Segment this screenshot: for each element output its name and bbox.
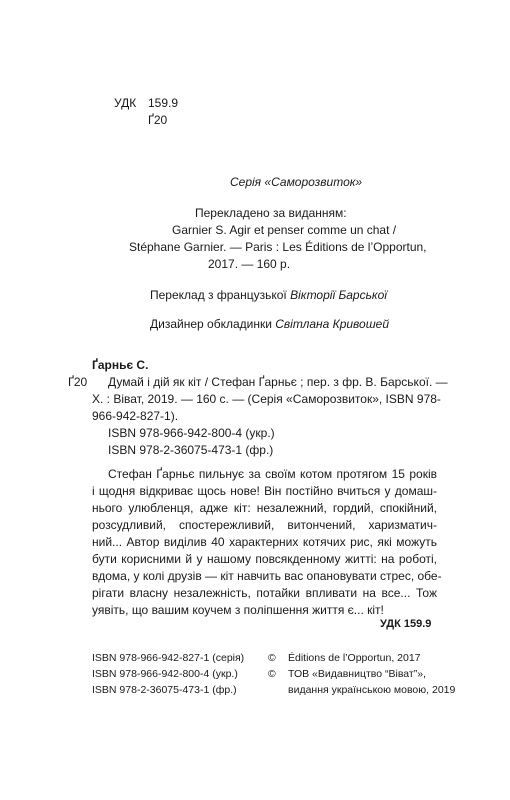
annotation-line-3-text: нього улюбленця, адже кіт: незалежний, гордий, спокійний,: [92, 501, 437, 515]
annotation-paragraph: [92, 466, 442, 619]
catalog-line-2: [92, 391, 441, 408]
annotation-line-7: [92, 568, 442, 585]
translator-prefix: Переклад з французької: [150, 288, 291, 302]
designer-prefix: Дизайнер обкладинки: [150, 317, 276, 331]
catalog-line-3: 966-942-827-1).: [92, 409, 179, 423]
copyright-vivat: ТОВ «Видавництво “Віват”»,: [288, 668, 426, 680]
annotation-line-6: [92, 551, 437, 568]
udk-label: УДК: [114, 96, 137, 110]
translator-line: [150, 287, 387, 304]
catalog-mark: Ґ20: [68, 375, 88, 389]
original-publisher-line: Stéphane Garnier. — Paris : Les Éditions de l’Opportun,: [129, 240, 427, 254]
udk-code: 159.9: [148, 96, 179, 110]
udk-bottom: УДК 159.9: [380, 618, 432, 630]
annotation-line-9-text: уявіть, що вашим коучем з поліпшення життя є... кіт!: [92, 603, 384, 617]
designer-name: Світлана Кривошей: [275, 317, 390, 331]
catalog-line-2-text: Х. : Віват, 2019. — 160 с. — (Серія «Саморозвиток», ISBN 978-: [92, 392, 441, 406]
catalog-line-1: [108, 374, 448, 391]
copyright-ukr-edition: видання українською мовою, 2019: [288, 684, 456, 696]
translator-name: Вікторії Барської: [290, 288, 387, 302]
original-year-line: 2017. — 160 p.: [208, 257, 291, 271]
annotation-line-6-text: бути корисними й у нашому повсякденному житті: на роботі,: [92, 552, 437, 566]
annotation-line-2-text: і щодня відкриває щось нове! Він постійно вчиться у домаш-: [92, 484, 437, 498]
annotation-line-4-text: розсудливий, спостережливий, витончений, харизматич-: [92, 518, 437, 532]
copyright-symbol: ©: [268, 668, 276, 680]
original-title-line: Garnier S. Agir et penser comme un chat /: [172, 223, 397, 237]
catalog-author: Ґарньє С.: [92, 358, 149, 372]
catalog-line-1-text: Думай і дій як кіт / Стефан Ґарньє ; пер. з фр. В. Барської. —: [108, 375, 448, 389]
annotation-line-5-text: ний... Автор виділив 40 характерних котячих рис, які можуть: [92, 535, 437, 549]
catalog-isbn-fr: ISBN 978-2-36075-473-1 (фр.): [108, 443, 274, 457]
copyright-symbol: ©: [268, 652, 276, 664]
annotation-line-7-text: вдома, у колі друзів — кіт навчить вас опановувати стрес, обе-: [92, 569, 442, 583]
annotation-line-1-text: Стефан Ґарньє пильнує за своїм котом протягом 15 років: [108, 467, 437, 481]
translated-from-heading: Перекладено за виданням:: [195, 206, 347, 220]
annotation-line-2: [92, 483, 437, 500]
annotation-line-4: [92, 517, 437, 534]
footer-isbn-ukr: ISBN 978-966-942-800-4 (укр.): [92, 668, 238, 680]
designer-line: [150, 316, 389, 333]
annotation-line-8-text: рігати власну незалежність, потайки впливати на все... Тож: [92, 586, 437, 600]
series-line: Серія «Саморозвиток»: [230, 175, 363, 189]
footer-isbn-fr: ISBN 978-2-36075-473-1 (фр.): [92, 684, 237, 696]
annotation-line-8: [92, 585, 437, 602]
annotation-line-1: [92, 466, 437, 483]
footer-isbn-series: ISBN 978-966-942-827-1 (серія): [92, 652, 245, 664]
annotation-line-3: [92, 500, 437, 517]
annotation-line-5: [92, 534, 437, 551]
catalog-isbn-ukr: ISBN 978-966-942-800-4 (укр.): [108, 426, 275, 440]
copyright-original: Éditions de l’Opportun, 2017: [288, 652, 421, 664]
author-mark: Ґ20: [148, 113, 168, 127]
